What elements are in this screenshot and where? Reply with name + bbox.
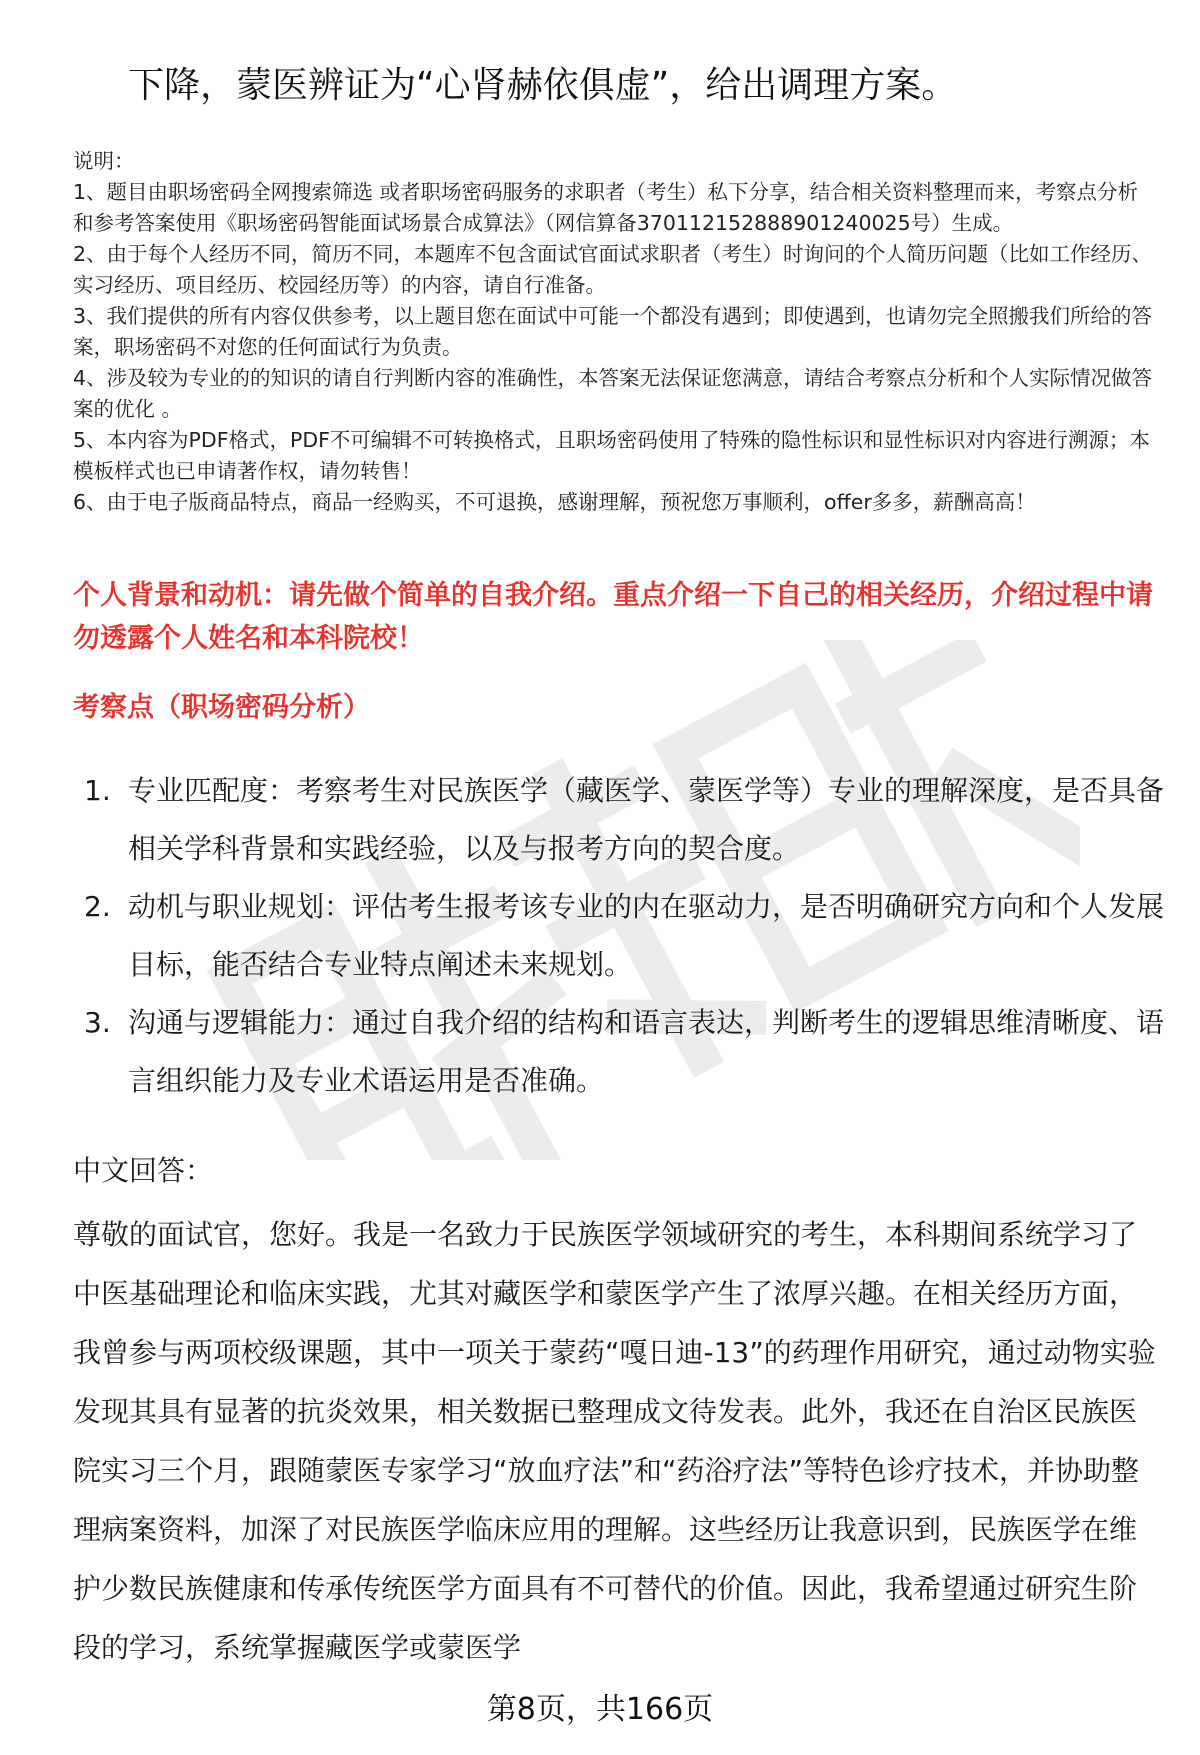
point-text: 专业匹配度：考察考生对民族医学（藏医学、蒙医学等）专业的理解深度，是否具备相关学科背景和实践经验，以及与报考方向的契合度。	[128, 774, 1165, 865]
note-item: 3、我们提供的所有内容仅供参考，以上题目您在面试中可能一个都没有遇到；即使遇到，也请勿完全照搬我们所给的答案，职场密码不对您的任何面试行为负责。	[73, 304, 1153, 359]
point-number: 3.	[84, 1006, 111, 1039]
point-number: 2.	[84, 890, 111, 923]
note-item: 4、涉及较为专业的的知识的请自行判断内容的准确性，本答案无法保证您满意，请结合考察点分析和个人实际情况做答案的优化 。	[73, 366, 1153, 421]
interview-question: 个人背景和动机：请先做个简单的自我介绍。重点介绍一下自己的相关经历，介绍过程中请勿透露个人姓名和本科院校！	[73, 580, 1153, 654]
answer-text: 尊敬的面试官，您好。我是一名致力于民族医学领域研究的考生，本科期间系统学习了中医基础理论和临床实践，尤其对藏医学和蒙医学产生了浓厚兴趣。在相关经历方面，我曾参与两项校级课题，其中一项关于蒙药“嘎日迪-13”的药理作用研究，通过动物实验发现其具有显著的抗炎效果，相关数据已整理成文待发表。此外，我还在自治区民族医院实习三个月，跟随蒙医专家学习“放血疗法”和“药浴疗法”等特色诊疗技术，并协助整理病案资料，加深了对民族医学临床应用的理解。这些经历让我意识到，民族医学在维护少数民族健康和传承传统医学方面具有不可替代的价值。因此，我希望通过研究生阶段的学习，系统掌握藏医学或蒙医学	[73, 1218, 1156, 1664]
note-item: 2、由于每个人经历不同，简历不同，本题库不包含面试官面试求职者（考生）时询问的个人简历问题（比如工作经历、实习经历、项目经历、校园经历等）的内容，请自行准备。	[73, 242, 1153, 297]
analysis-point	[84, 994, 1164, 1110]
point-text: 动机与职业规划：评估考生报考该专业的内在驱动力，是否明确研究方向和个人发展目标，能否结合专业特点阐述未来规划。	[128, 890, 1165, 981]
analysis-heading: 考察点（职场密码分析）	[73, 692, 370, 723]
answer-label: 中文回答：	[73, 1154, 214, 1187]
page-footer: 第8页，共166页	[486, 1692, 714, 1727]
note-item: 6、由于电子版商品特点，商品一经购买，不可退换，感谢理解，预祝您万事顺利，offer多多，薪酬高高！	[73, 490, 1036, 514]
notes-section	[73, 146, 1153, 518]
analysis-point	[84, 762, 1164, 878]
analysis-point	[84, 878, 1164, 994]
analysis-points-list	[84, 762, 1164, 1110]
note-item: 1、题目由职场密码全网搜索筛选 或者职场密码服务的求职者（考生）私下分享，结合相关资料整理而来，考察点分析和参考答案使用《职场密码智能面试场景合成算法》（网信算备370112152888901240025号）生成。	[73, 180, 1139, 235]
point-text: 沟通与逻辑能力：通过自我介绍的结构和语言表达，判断考生的逻辑思维清晰度、语言组织能力及专业术语运用是否准确。	[128, 1006, 1165, 1097]
point-number: 1.	[84, 774, 111, 807]
question-continuation: 下降，蒙医辨证为“心肾赫依俱虚”，给出调理方案。	[128, 65, 958, 106]
notes-label: 说明：	[73, 149, 135, 173]
note-item: 5、本内容为PDF格式，PDF不可编辑不可转换格式，且职场密码使用了特殊的隐性标识和显性标识对内容进行溯源；本模板样式也已申请著作权，请勿转售！	[73, 428, 1150, 483]
